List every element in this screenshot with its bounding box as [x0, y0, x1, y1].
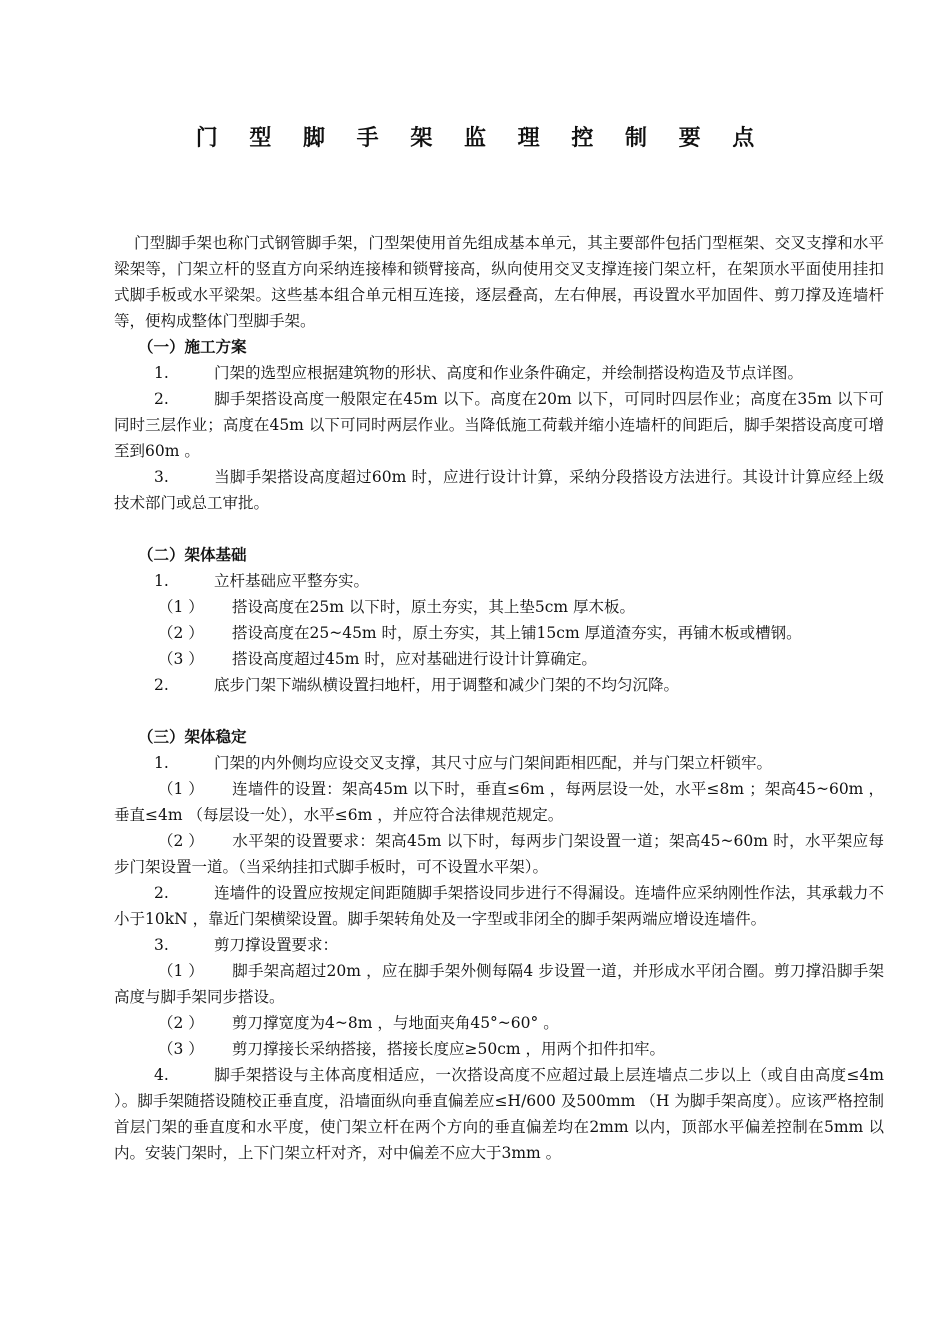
item-text: 脚手架搭设与主体高度相适应，一次搭设高度不应超过最上层连墙点二步以上（或自由高度≤4m ）。脚手架随搭设随校正垂直度，沿墙面纵向垂直偏差应≤H/600 及500mm （H 为脚手架高度）。应该严格控制首层门架的垂直度和水平度，使门架立杆在两个方向的垂直偏差均在2mm 以内，顶部水平偏差控制在5mm 以内。安装门架时，上下门架立杆对齐，对中偏差不应大于3mm 。 [114, 1066, 884, 1162]
sub-item-number: （2 ） [158, 624, 204, 642]
sub-item-text: 搭设高度在25~45m 时，原土夯实，其上铺15cm 厚道渣夯实，再铺木板或槽钢。 [232, 624, 802, 642]
sub-item-text: 连墙件的设置：架高45m 以下时，垂直≤6m ，每两层设一处，水平≤8m ；架高45~60m ，垂直≤4m （每层设一处），水平≤6m ，并应符合法律规范规定。 [114, 780, 884, 824]
sub-item-text: 剪刀撑接长采纳搭接，搭接长度应≥50cm ，用两个扣件扣牢。 [232, 1040, 666, 1058]
item-text: 剪刀撑设置要求： [214, 936, 339, 954]
sub-list-item [114, 1036, 884, 1062]
item-text: 脚手架搭设高度一般限定在45m 以下。高度在20m 以下，可同时四层作业；高度在35m 以下可同时三层作业；高度在45m 以下可同时两层作业。当降低施工荷载并缩小连墙杆的间距后，脚手架搭设高度可增至到60m 。 [114, 390, 884, 460]
sub-list-item [114, 1010, 884, 1036]
sub-list-item [114, 958, 884, 1010]
item-number: 1. [154, 572, 169, 590]
sub-item-number: （3 ） [158, 1040, 204, 1058]
item-text: 立杆基础应平整夯实。 [214, 572, 370, 590]
sub-item-number: （2 ） [158, 832, 204, 850]
item-number: 4. [154, 1066, 169, 1084]
item-text: 底步门架下端纵横设置扫地杆，用于调整和减少门架的不均匀沉降。 [214, 676, 680, 694]
sub-item-number: （3 ） [158, 650, 204, 668]
list-item [114, 360, 884, 386]
item-number: 2. [154, 676, 169, 694]
list-item [114, 750, 884, 776]
item-number: 1. [154, 364, 169, 382]
sub-item-number: （1 ） [158, 780, 204, 798]
document-body [114, 230, 884, 1166]
sub-item-text: 水平架的设置要求：架高45m 以下时，每两步门架设置一道；架高45~60m 时，水平架应每步门架设置一道。（当采纳挂扣式脚手板时，可不设置水平架）。 [114, 832, 884, 876]
sub-item-number: （1 ） [158, 598, 204, 616]
item-text: 门架的内外侧均应设交叉支撑，其尺寸应与门架间距相匹配，并与门架立杆锁牢。 [214, 754, 773, 772]
list-item [114, 672, 884, 698]
item-number: 3. [154, 936, 169, 954]
document-title: 门 型 脚 手 架 监 理 控 制 要 点 [195, 126, 767, 151]
list-item [114, 932, 884, 958]
sub-list-item [114, 646, 884, 672]
list-item [114, 386, 884, 464]
sub-item-text: 脚手架高超过20m ，应在脚手架外侧每隔4 步设置一道，并形成水平闭合圈。剪刀撑沿脚手架高度与脚手架同步搭设。 [114, 962, 884, 1006]
section-heading-construction-plan: （一）施工方案 [138, 338, 247, 356]
item-number: 3. [154, 468, 169, 486]
list-item [114, 464, 884, 516]
sub-list-item [114, 594, 884, 620]
item-text: 门架的选型应根据建筑物的形状、高度和作业条件确定，并绘制搭设构造及节点详图。 [214, 364, 804, 382]
section-heading-stability: （三）架体稳定 [138, 728, 247, 746]
item-number: 2. [154, 390, 169, 408]
item-text: 连墙件的设置应按规定间距随脚手架搭设同步进行不得漏设。连墙件应采纳刚性作法，其承载力不小于10kN ，靠近门架横梁设置。脚手架转角处及一字型或非闭全的脚手架两端应增设连墙件。 [114, 884, 884, 928]
section-heading-foundation: （二）架体基础 [138, 546, 247, 564]
sub-list-item [114, 620, 884, 646]
list-item [114, 568, 884, 594]
sub-item-number: （2 ） [158, 1014, 204, 1032]
item-text: 当脚手架搭设高度超过60m 时，应进行设计计算，采纳分段搭设方法进行。其设计计算应经上级技术部门或总工审批。 [114, 468, 884, 512]
list-item [114, 880, 884, 932]
sub-item-text: 搭设高度超过45m 时，应对基础进行设计计算确定。 [232, 650, 597, 668]
item-number: 2. [154, 884, 169, 902]
sub-list-item [114, 776, 884, 828]
sub-item-number: （1 ） [158, 962, 204, 980]
item-number: 1. [154, 754, 169, 772]
sub-item-text: 搭设高度在25m 以下时，原土夯实，其上垫5cm 厚木板。 [232, 598, 636, 616]
list-item [114, 1062, 884, 1166]
intro-paragraph: 门型脚手架也称门式钢管脚手架，门型架使用首先组成基本单元，其主要部件包括门型框架、交叉支撑和水平梁架等，门架立杆的竖直方向采纳连接棒和锁臂接高，纵向使用交叉支撑连接门架立杆，在架顶水平面使用挂扣式脚手板或水平梁架。这些基本组合单元相互连接，逐层叠高，左右伸展，再设置水平加固件、剪刀撑及连墙杆等，便构成整体门型脚手架。 [114, 234, 884, 330]
sub-item-text: 剪刀撑宽度为4~8m ，与地面夹角45°~60° 。 [232, 1014, 559, 1032]
sub-list-item [114, 828, 884, 880]
